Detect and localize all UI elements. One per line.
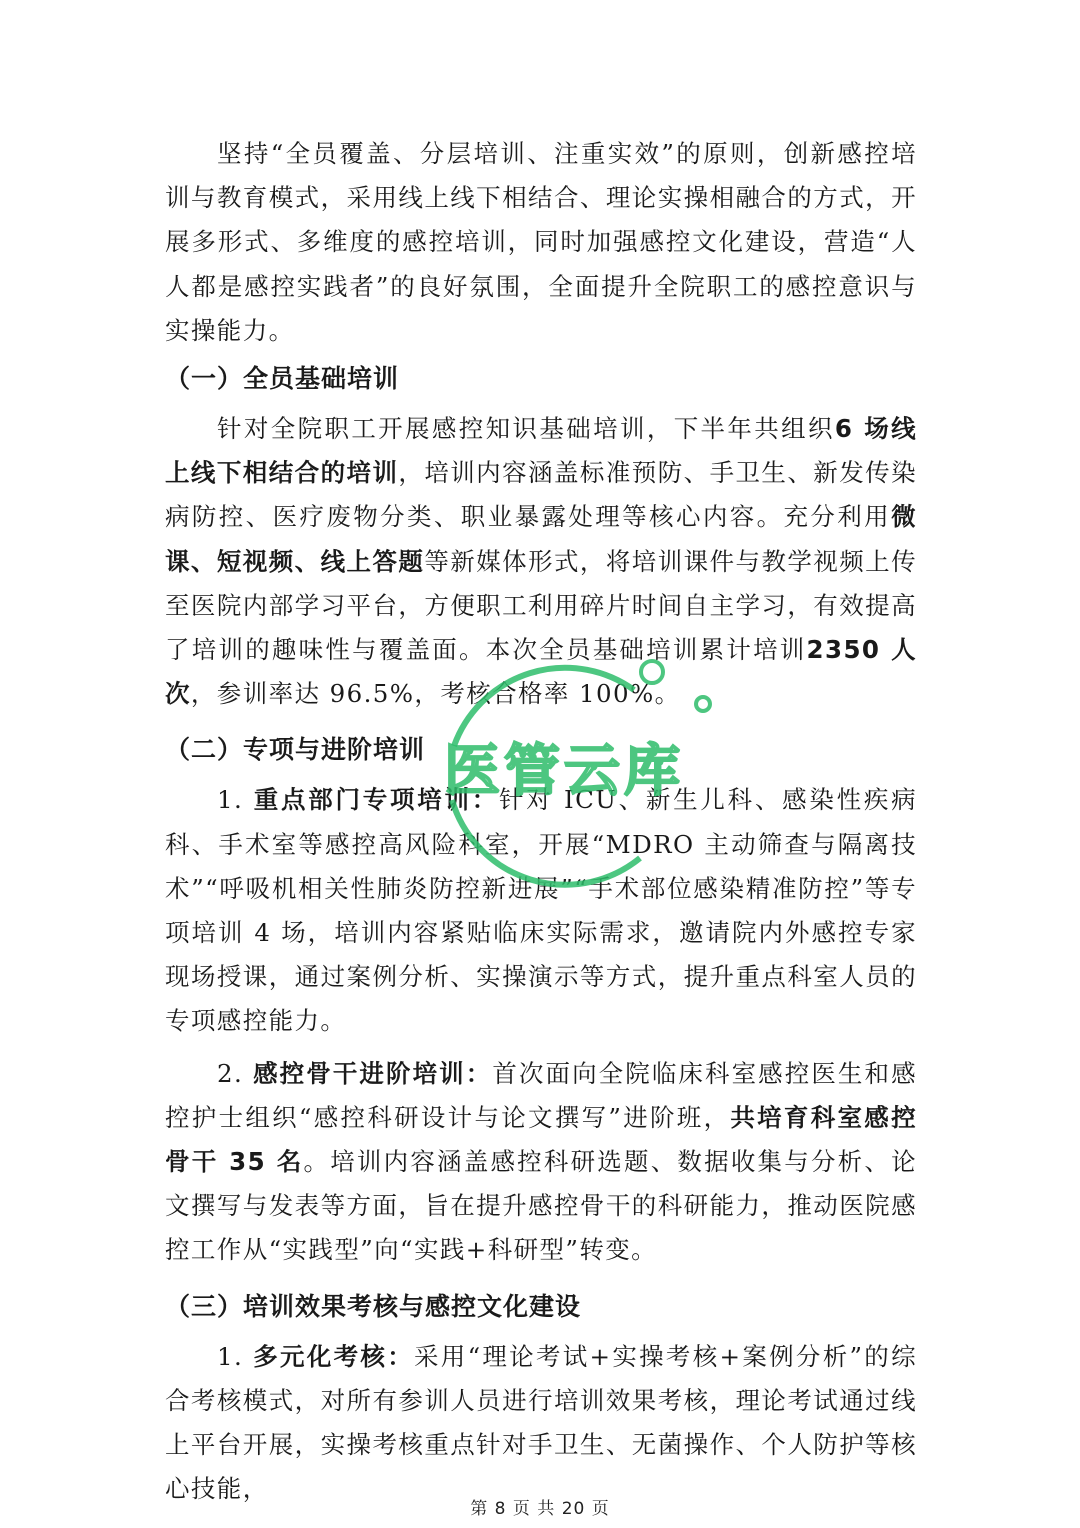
section2-item2 — [165, 1052, 917, 1273]
section2-item2-num: 2. — [217, 1058, 244, 1088]
section1-text-3: 等新媒体形式，将培训课件与教学视频上传至医院内部学习平台，方便职工利用碎片时间自主学习，有效提高了培训的趣味性与覆盖面。本次全员基础培训累计培训 — [165, 546, 917, 665]
intro-paragraph: 坚持“全员覆盖、分层培训、注重实效”的原则，创新感控培训与教育模式，采用线上线下相结合、理论实操相融合的方式，开展多形式、多维度的感控培训，同时加强感控文化建设，营造“人人都是感控实践者”的良好氛围，全面提升全院职工的感控意识与实操能力。 — [165, 139, 917, 345]
document-body — [165, 132, 917, 1511]
section2-item1-title: 重点部门专项培训： — [253, 785, 499, 815]
section2-item1 — [165, 778, 917, 1043]
section2-item2-title: 感控骨干进阶培训： — [253, 1058, 493, 1088]
section1-paragraph — [165, 407, 917, 716]
section1-text-2: ，培训内容涵盖标准预防、手卫生、新发传染病防控、医疗废物分类、职业暴露处理等核心内容。充分利用 — [165, 458, 917, 532]
section-heading-1: （一）全员基础培训 — [165, 364, 400, 394]
section1-text-1: 针对全院职工开展感控知识基础培训，下半年共组织 — [217, 414, 835, 444]
section2-item2-bold: 共培育科室感控骨干 35 名 — [165, 1102, 917, 1177]
section-heading-2: （二）专项与进阶培训 — [165, 735, 426, 765]
section-heading-3: （三）培训效果考核与感控文化建设 — [165, 1291, 582, 1321]
section2-item2-text-1: 首次面向全院临床科室感控医生和感控护士组织“感控科研设计与论文撰写”进阶班， — [165, 1058, 917, 1132]
section3-item1-title: 多元化考核： — [253, 1341, 414, 1371]
section1-bold-3: 2350 人次 — [165, 635, 917, 709]
section2-item1-num: 1. — [217, 785, 244, 815]
section3-item1-text: 采用“理论考试+实操考核+案例分析”的综合考核模式，对所有参训人员进行培训效果考核，理论考试通过线上平台开展，实操考核重点针对手卫生、无菌操作、个人防护等核心技能， — [165, 1341, 917, 1504]
section2-item2-text-2: 。培训内容涵盖感控科研选题、数据收集与分析、论文撰写与发表等方面，旨在提升感控骨干的科研能力，推动医院感控工作从“实践型”向“实践+科研型”转变。 — [165, 1147, 917, 1265]
section1-bold-1: 6 场线上线下相结合的培训 — [165, 414, 917, 488]
section3-item1-num: 1. — [217, 1341, 244, 1371]
section1-bold-2: 微课、短视频、线上答题 — [165, 502, 917, 576]
section1-text-4: ，参训率达 96.5%，考核合格率 100%。 — [190, 679, 681, 709]
section2-item1-text: 针对 ICU、新生儿科、感染性疾病科、手术室等感控高风险科室，开展“MDRO 主动筛查与隔离技术”“呼吸机相关性肺炎防控新进展”“手术部位感染精准防控”等专项培训 4 场，培训内容紧贴临床实际需求，邀请院内外感控专家现场授课，通过案例分析、实操演示等方式，提升重点科室人员的专项感控能力。 — [165, 785, 917, 1036]
page-footer: 第 8 页 共 20 页 — [470, 1499, 610, 1519]
section3-item1 — [165, 1335, 917, 1512]
watermark-text: 医管云库 — [444, 739, 684, 804]
